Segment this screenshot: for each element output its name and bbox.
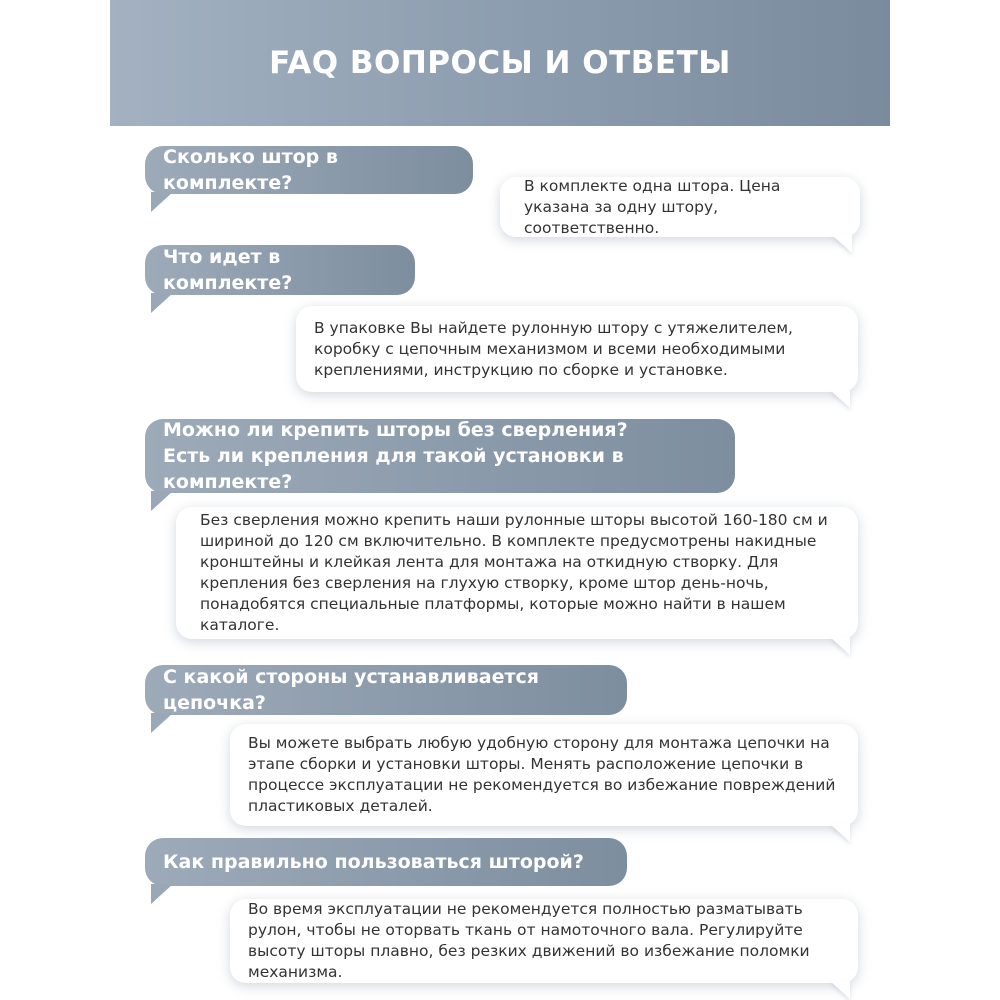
answer-bubble-tail (832, 235, 852, 253)
answer-bubble-tail (830, 390, 850, 408)
page-title: FAQ ВОПРОСЫ И ОТВЕТЫ (269, 45, 731, 81)
faq-answer-2-text: В упаковке Вы найдете рулонную штору с утяжелителем, коробку с цепочным механизмом и всеми необходимыми креплениями, инструкцию по сборке и установке. (314, 318, 793, 379)
faq-answer-3-text: Без сверления можно крепить наши рулонные шторы высотой 160-180 см и шириной до 120 см включительно. В комплекте предусмотрены накидные кронштейны и клейкая лента для монтажа на откидную створку. Для крепления без сверления на глухую створку, кроме штор день-ночь, понадобятся специальные платформы, которые можно найти в нашем каталоге. (200, 511, 828, 634)
faq-question-1-text: Сколько штор в комплекте? (163, 146, 338, 194)
question-bubble-tail (151, 293, 173, 313)
faq-question-4 (145, 665, 627, 715)
faq-answer-2 (296, 306, 858, 392)
header-banner (110, 0, 890, 126)
faq-answer-5 (230, 899, 858, 983)
faq-question-5-text: Как правильно пользоваться шторой? (163, 851, 584, 873)
faq-answer-4 (230, 724, 858, 826)
question-bubble-tail (151, 192, 173, 212)
faq-answer-4-text: Вы можете выбрать любую удобную сторону для монтажа цепочки на этапе сборки и установки шторы. Менять расположение цепочки в процессе эксплуатации не рекомендуется во избежание повреждений пластиковых деталей. (248, 734, 836, 815)
question-bubble-tail (151, 713, 173, 733)
question-bubble-tail (151, 491, 173, 511)
faq-question-4-text: С какой стороны устанавливается цепочка? (163, 666, 539, 714)
faq-answer-1 (500, 177, 860, 237)
faq-answer-1-text: В комплекте одна штора. Цена указана за одну штору, соответственно. (524, 176, 781, 237)
faq-question-3 (145, 419, 735, 493)
answer-bubble-tail (830, 981, 850, 999)
faq-answer-5-text: Во время эксплуатации не рекомендуется полностью разматывать рулон, чтобы не оторвать ткань от намоточного вала. Регулируйте высоту шторы плавно, без резких движений во избежание поломки механизма. (248, 900, 810, 981)
question-bubble-tail (151, 884, 173, 904)
faq-question-3-text: Можно ли крепить шторы без сверления? Есть ли крепления для такой установки в комплекте? (163, 419, 628, 493)
faq-question-5 (145, 838, 627, 886)
faq-question-2-text: Что идет в комплекте? (163, 246, 293, 294)
faq-answer-3 (176, 507, 858, 639)
faq-question-1 (145, 146, 473, 194)
faq-question-2 (145, 245, 415, 295)
answer-bubble-tail (830, 824, 850, 842)
answer-bubble-tail (830, 637, 850, 655)
